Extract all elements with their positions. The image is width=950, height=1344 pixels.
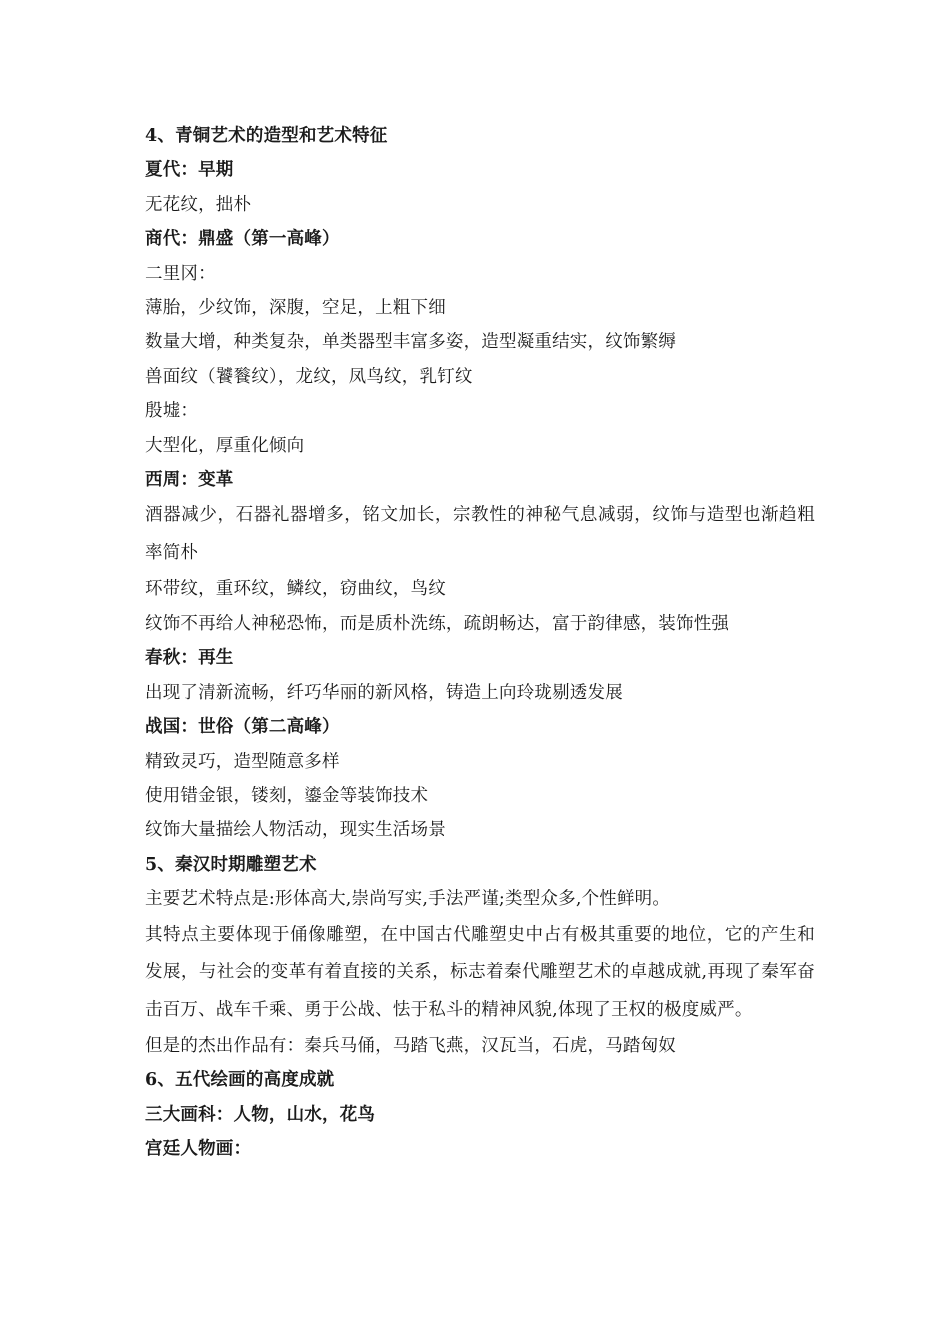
paragraph-line: 环带纹，重环纹，鳞纹，窃曲纹，鸟纹 (145, 579, 446, 600)
paragraph-line: 二里冈： (145, 263, 216, 284)
subheading-shang: 商代：鼎盛（第一高峰） (145, 229, 340, 250)
heading-qin-han-sculpture: 5、秦汉时期雕塑艺术 (145, 854, 317, 875)
subheading-western-zhou: 西周：变革 (145, 470, 234, 491)
paragraph-line: 主要艺术特点是:形体高大,崇尚写实,手法严谨;类型众多,个性鲜明。 (145, 889, 671, 910)
subheading-court-figure-painting: 宫廷人物画： (145, 1139, 252, 1160)
paragraph-line: 大型化，厚重化倾向 (145, 435, 305, 456)
subheading-xia: 夏代：早期 (145, 160, 234, 181)
paragraph-line: 纹饰大量描绘人物活动，现实生活场景 (145, 820, 446, 841)
paragraph-wrapped: 酒器减少，石器礼器增多，铭文加长，宗教性的神秘气息减弱，纹饰与造型也渐趋粗率简朴 (145, 505, 815, 563)
subheading-spring-autumn: 春秋：再生 (145, 648, 234, 669)
paragraph-line: 纹饰不再给人神秘恐怖，而是质朴洗练，疏朗畅达，富于韵律感，装饰性强 (145, 613, 730, 634)
paragraph-line: 兽面纹（饕餮纹），龙纹，凤鸟纹，乳钉纹 (145, 366, 473, 387)
paragraph-line: 无花纹，拙朴 (145, 194, 252, 215)
heading-bronze-art: 4、青铜艺术的造型和艺术特征 (145, 126, 388, 146)
paragraph-line: 精致灵巧，造型随意多样 (145, 751, 340, 772)
paragraph-line: 薄胎，少纹饰，深腹，空足，上粗下细 (145, 298, 446, 319)
subheading-three-genres: 三大画科：人物，山水，花鸟 (145, 1104, 376, 1125)
document-body (145, 119, 815, 1167)
paragraph-wrapped: 其特点主要体现于俑像雕塑，在中国古代雕塑史中占有极其重要的地位，它的产生和发展，与社会的变革有着直接的关系，标志着秦代雕塑艺术的卓越成就,再现了秦军奋击百万、战车千乘、勇于公战、怯于私斗的精神风貌,体现了王权的极度威严。 (145, 924, 815, 1020)
paragraph-line: 使用错金银，镂刻，鎏金等装饰技术 (145, 785, 429, 806)
paragraph-line: 殷墟： (145, 401, 199, 422)
paragraph-line: 但是的杰出作品有：秦兵马俑，马踏飞燕，汉瓦当，石虎，马踏匈奴 (145, 1036, 676, 1057)
paragraph-line: 出现了清新流畅，纤巧华丽的新风格，铸造上向玲珑剔透发展 (145, 682, 623, 703)
subheading-warring-states: 战国：世俗（第二高峰） (145, 717, 340, 738)
paragraph-line: 数量大增，种类复杂，单类器型丰富多姿，造型凝重结实，纹饰繁缛 (145, 332, 676, 353)
heading-five-dynasties-painting: 6、五代绘画的高度成就 (145, 1070, 335, 1091)
